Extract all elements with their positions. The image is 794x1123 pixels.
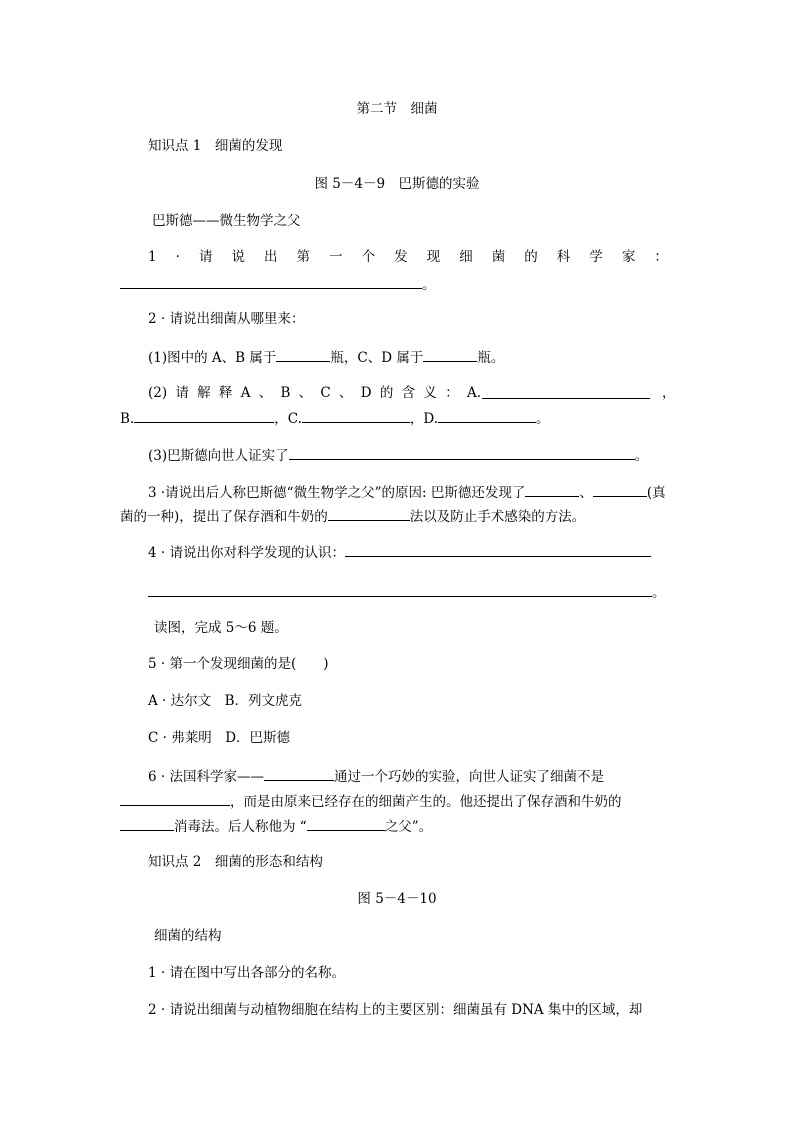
answer-blank[interactable] [120, 791, 230, 806]
question-5-options-ab: A · 达尔文 B．列文虎克 [148, 693, 303, 709]
question-2-2-continued: B. ，C. ，D. 。 [120, 408, 550, 428]
answer-blank[interactable] [134, 408, 274, 423]
structure-question-2: 2 · 请说出细菌与动植物细胞在结构上的主要区别：细菌虽有 DNA 集中的区域，却 [148, 1002, 643, 1018]
question-5: 5 · 第一个发现细菌的是( ) [148, 656, 329, 672]
answer-blank[interactable] [423, 347, 477, 362]
answer-blank[interactable] [148, 582, 652, 597]
read-instruction: 读图，完成 5～6 题。 [154, 620, 288, 636]
answer-blank[interactable] [345, 542, 651, 557]
question-2: 2 · 请说出细菌从哪里来： [148, 311, 305, 327]
question-3-line-1: 3 ·请说出后人称巴斯德“微生物学之父”的原因: 巴斯德还发现了 、 (真 [148, 482, 666, 502]
question-2-2-line: (2) 请 解 释 A 、 B 、 C 、 D 的 含 义 ： A. [148, 385, 481, 401]
figure-5-4-10-caption: 细菌的结构 [154, 928, 222, 944]
knowledge-point-2: 知识点 2 细菌的形态和结构 [148, 854, 323, 870]
knowledge-point-1: 知识点 1 细菌的发现 [148, 138, 283, 154]
answer-blank[interactable] [328, 506, 410, 521]
question-2-3: (3)巴斯德向世人证实了 。 [148, 445, 648, 465]
answer-blank[interactable] [120, 816, 174, 831]
question-1-answer-line: 。 [120, 274, 436, 294]
question-6-line-3: 消毒法。后人称他为 “ 之父”。 [120, 816, 432, 836]
question-4-continued: 。 [148, 582, 666, 602]
answer-blank[interactable] [438, 408, 536, 423]
structure-question-1: 1 · 请在图中写出各部分的名称。 [148, 965, 345, 981]
question-5-options-cd: C · 弗莱明 D．巴斯德 [148, 730, 291, 746]
answer-blank[interactable] [289, 445, 635, 460]
question-2-2-comma: ， [662, 385, 676, 401]
page-title: 第二节 细菌 [356, 101, 438, 117]
question-3-line-2: 菌的一种)，提出了保存酒和牛奶的 法以及防止手术感染的方法。 [120, 506, 585, 526]
answer-blank[interactable] [276, 347, 330, 362]
question-2-2-blank-a [482, 384, 650, 404]
question-6-line-1: 6 · 法国科学家—— 通过一个巧妙的实验，向世人证实了细菌不是 [148, 766, 604, 786]
answer-blank[interactable] [120, 274, 422, 289]
figure-5-4-9-caption: 巴斯德——微生物学之父 [152, 213, 301, 229]
answer-blank[interactable] [525, 482, 579, 497]
answer-blank[interactable] [482, 384, 650, 399]
question-2-1: (1)图中的 A、B 属于 瓶，C、D 属于 瓶。 [148, 347, 504, 367]
figure-5-4-9-label: 图 5－4－9 巴斯德的实验 [314, 176, 480, 192]
answer-blank[interactable] [264, 766, 334, 781]
question-4: 4 · 请说出你对科学发现的认识： [148, 542, 651, 562]
question-6-line-2: ，而是由原来已经存在的细菌产生的。他还提出了保存酒和牛奶的 [120, 791, 622, 811]
figure-5-4-10-label: 图 5－4－10 [357, 891, 437, 907]
answer-blank[interactable] [302, 408, 410, 423]
answer-blank[interactable] [307, 816, 385, 831]
answer-blank[interactable] [593, 482, 647, 497]
question-1-line: 1 · 请 说 出 第 一 个 发 现 细 菌 的 科 学 家 ： [148, 249, 668, 265]
